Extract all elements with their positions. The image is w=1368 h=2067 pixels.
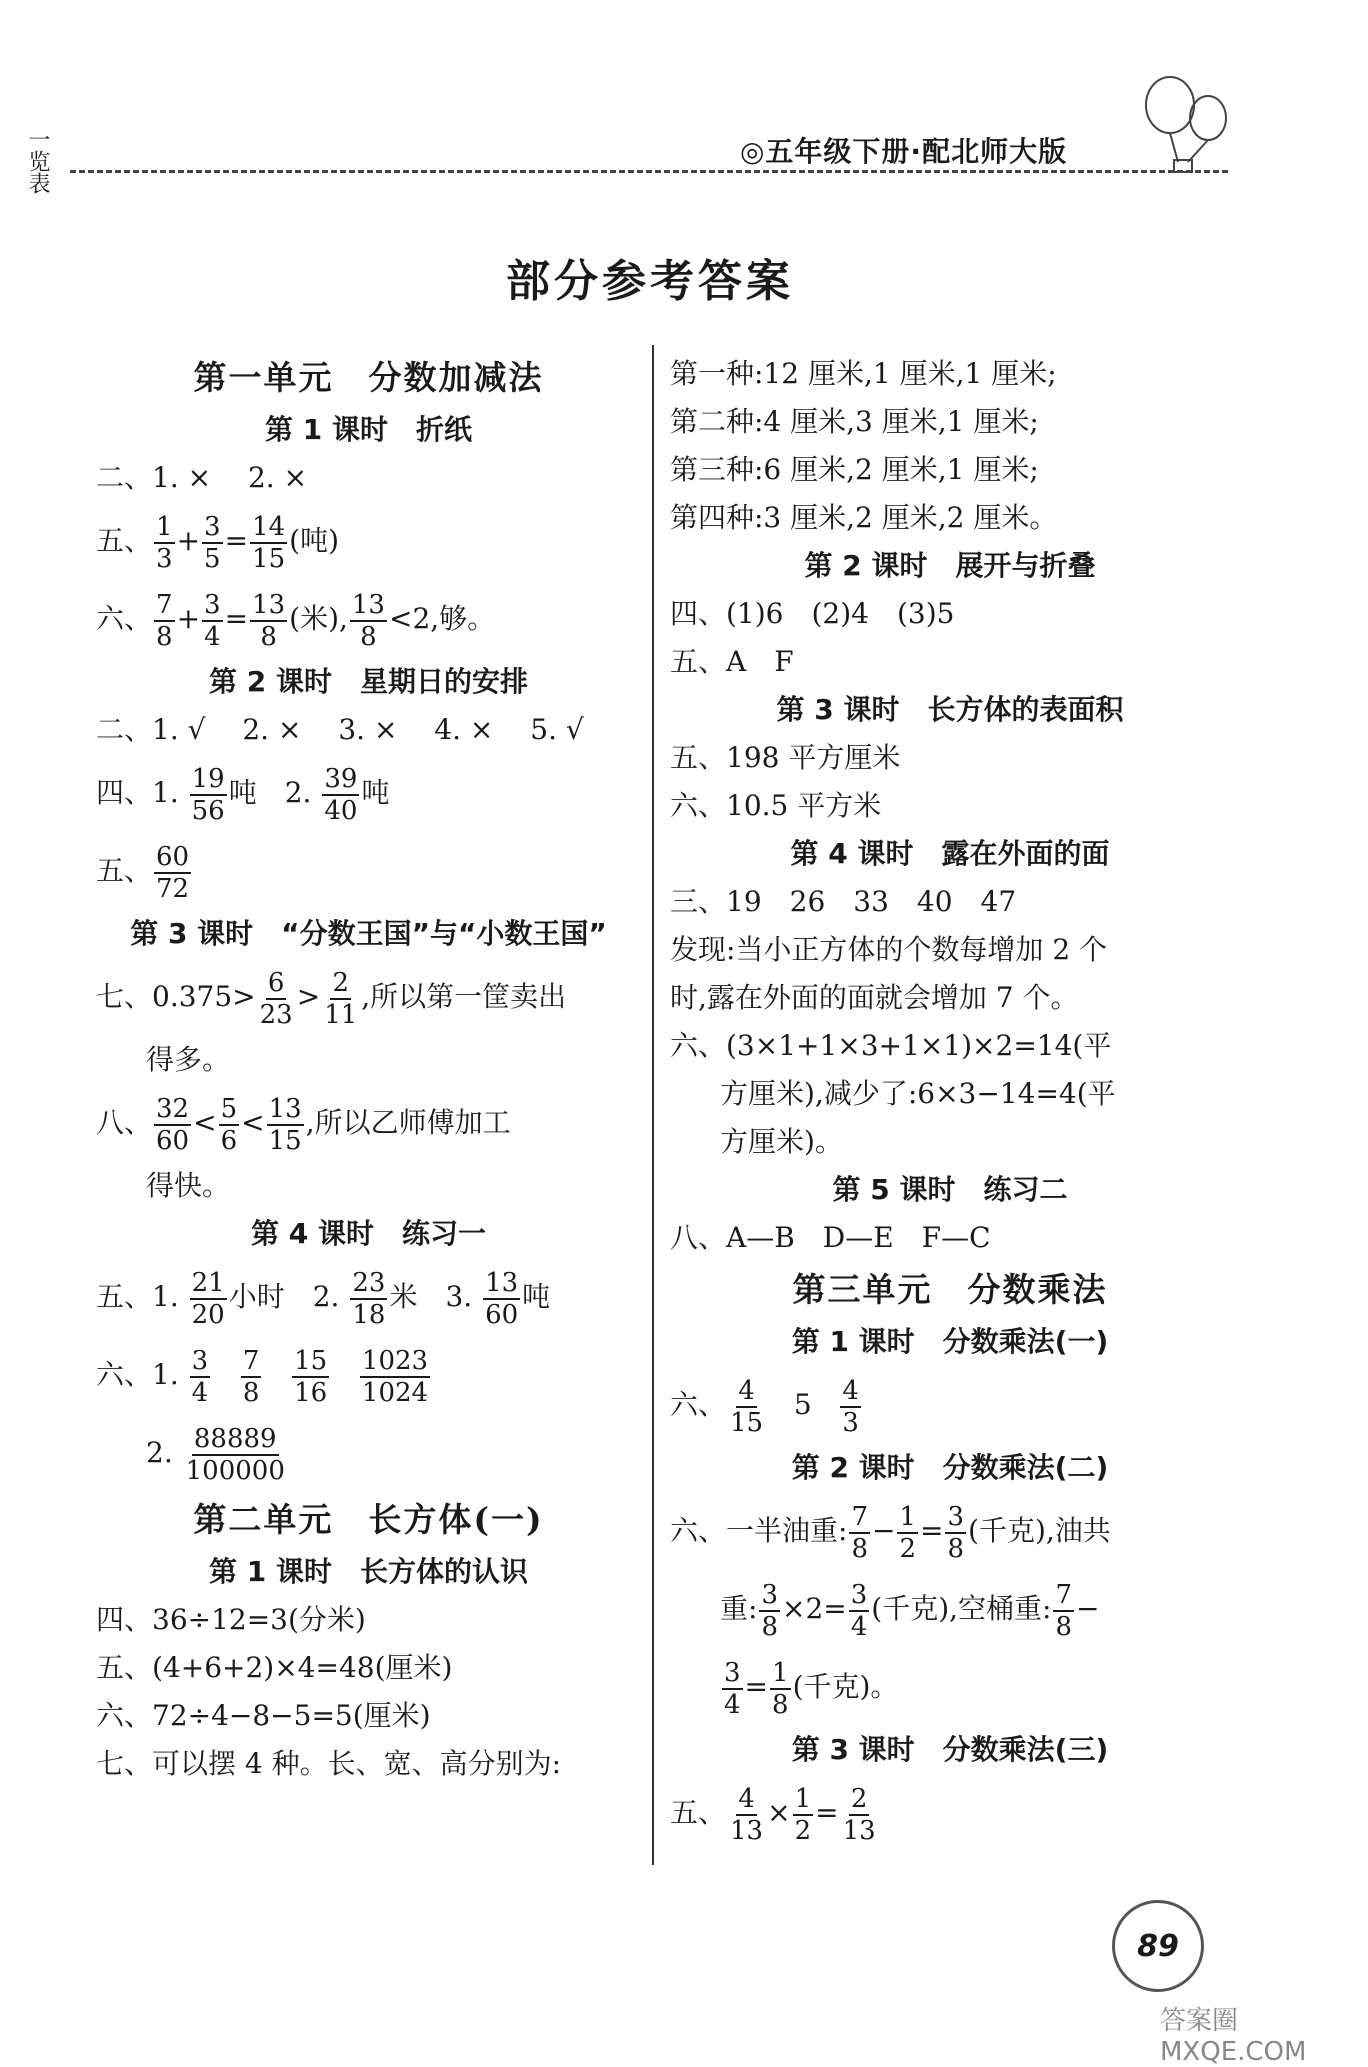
page-title: 部分参考答案 — [506, 256, 794, 307]
lesson-heading: 第 2 课时 星期日的安排 — [209, 665, 528, 698]
answer-line: 第四种:3 厘米,2 厘米,2 厘米。 — [670, 501, 1058, 534]
lesson-heading: 第 2 课时 展开与折叠 — [804, 549, 1096, 582]
answer-line: 四、1. $\frac{19}{56}$ 吨 2. $\frac{39}{40}$ 吨 — [96, 763, 390, 826]
fraction: $\frac{3}{8}$ — [761, 1579, 778, 1642]
fraction: $\frac{2}{13}$ — [842, 1783, 876, 1846]
answer-line: 六、(3×1+1×3+1×1)×2=14(平 — [670, 1029, 1112, 1062]
fraction: $\frac{2}{11}$ — [324, 967, 358, 1030]
unit-heading: 第一单元 分数加减法 — [193, 358, 544, 397]
fraction: $\frac{4}{3}$ — [842, 1375, 859, 1438]
answer-line: 得快。 — [146, 1169, 231, 1202]
fraction: $\frac{1023}{1024}$ — [361, 1345, 429, 1408]
fraction: $\frac{32}{60}$ — [156, 1093, 190, 1156]
left-column — [96, 350, 641, 1788]
lesson-heading: 第 3 课时 “分数王国”与“小数王国” — [130, 917, 607, 950]
answer-line: 五、 $\frac{60}{72}$ — [96, 841, 190, 904]
answer-line: 七、可以摆 4 种。长、宽、高分别为: — [96, 1747, 562, 1780]
answer-line: 四、(1)6 (2)4 (3)5 — [670, 597, 955, 630]
answer-line: 三、19 26 33 40 47 — [670, 885, 1017, 918]
header-side-label: 一览表 — [25, 128, 50, 194]
answer-line: 六、 $\frac{4}{15}$ 5 $\frac{4}{3}$ — [670, 1375, 859, 1438]
header-book-title: ◎五年级下册·配北师大版 — [740, 135, 1068, 168]
fraction: $\frac{3}{4}$ — [204, 589, 221, 652]
answer-line: 六、 $\frac{7}{8}$ + $\frac{3}{4}$ = $\frac{13}{8}$ (米), $\frac{13}{8}$ <2,够。 — [96, 589, 496, 652]
answer-line: 第三种:6 厘米,2 厘米,1 厘米; — [670, 453, 1039, 486]
page-number: 89 — [1112, 1900, 1204, 1992]
fraction: $\frac{1}{2}$ — [794, 1783, 812, 1846]
balloon-icon — [1130, 70, 1240, 180]
fraction: $\frac{7}{8}$ — [851, 1501, 868, 1564]
fraction: $\frac{13}{8}$ — [252, 589, 286, 652]
fraction: $\frac{3}{5}$ — [204, 511, 221, 574]
fraction: $\frac{4}{13}$ — [730, 1783, 764, 1846]
fraction: $\frac{39}{40}$ — [324, 763, 358, 826]
lesson-heading: 第 3 课时 分数乘法(三) — [791, 1733, 1109, 1766]
lesson-heading: 第 3 课时 长方体的表面积 — [776, 693, 1124, 726]
fraction: $\frac{21}{20}$ — [191, 1267, 225, 1330]
fraction: $\frac{6}{23}$ — [259, 967, 293, 1030]
fraction: $\frac{19}{56}$ — [191, 763, 225, 826]
answer-line: 二、1. √ 2. × 3. × 4. × 5. √ — [96, 713, 584, 746]
answer-line: 五、 $\frac{1}{3}$ + $\frac{3}{5}$ = $\frac{14}{15}$ (吨) — [96, 511, 339, 574]
answer-line: 重: $\frac{3}{8}$ ×2= $\frac{3}{4}$ (千克),空桶重: $\frac{7}{8}$ − — [720, 1579, 1100, 1642]
fraction: $\frac{1}{3}$ — [156, 511, 173, 574]
fraction: $\frac{13}{8}$ — [351, 589, 385, 652]
fraction: $\frac{15}{16}$ — [294, 1345, 328, 1408]
fraction: $\frac{13}{15}$ — [268, 1093, 302, 1156]
answer-line: 第二种:4 厘米,3 厘米,1 厘米; — [670, 405, 1039, 438]
lesson-heading: 第 1 课时 折纸 — [265, 413, 472, 446]
fraction: $\frac{7}{8}$ — [156, 589, 173, 652]
lesson-heading: 第 4 课时 露在外面的面 — [790, 837, 1110, 870]
fraction: $\frac{4}{15}$ — [730, 1375, 764, 1438]
fraction: $\frac{88889}{100000}$ — [185, 1423, 285, 1486]
watermark: 答案圈 MXQE.COM — [1160, 2006, 1307, 2067]
fraction: $\frac{14}{15}$ — [252, 511, 286, 574]
answer-line: 六、1. $\frac{3}{4}$ $\frac{7}{8}$ $\frac{15}{16}$ $\frac{1023}{1024}$ — [96, 1345, 429, 1408]
lesson-heading: 第 5 课时 练习二 — [832, 1173, 1068, 1206]
fraction: $\frac{13}{60}$ — [485, 1267, 519, 1330]
column-divider — [652, 345, 654, 1865]
answer-line: 五、 $\frac{4}{13}$ × $\frac{1}{2}$ = $\frac{2}{13}$ — [670, 1783, 876, 1846]
answer-line: 八、A—B D—E F—C — [670, 1221, 991, 1254]
lesson-heading: 第 1 课时 分数乘法(一) — [791, 1325, 1109, 1358]
fraction: $\frac{7}{8}$ — [1055, 1579, 1073, 1642]
answer-line: 得多。 — [146, 1043, 231, 1076]
fraction: $\frac{1}{8}$ — [772, 1657, 789, 1720]
fraction: $\frac{23}{18}$ — [352, 1267, 386, 1330]
answer-line: 五、(4+6+2)×4=48(厘米) — [96, 1651, 453, 1684]
answer-line: 五、198 平方厘米 — [670, 741, 901, 774]
answer-line: 发现:当小正方体的个数每增加 2 个 — [670, 933, 1108, 966]
answer-line: 四、36÷12=3(分米) — [96, 1603, 366, 1636]
answer-line: 方厘米),减少了:6×3−14=4(平 — [720, 1077, 1116, 1110]
fraction: $\frac{7}{8}$ — [242, 1345, 260, 1408]
answer-line: 六、一半油重: $\frac{7}{8}$ − $\frac{1}{2}$ = $\frac{3}{8}$ (千克),油共 — [670, 1501, 1111, 1564]
fraction: $\frac{3}{4}$ — [850, 1579, 868, 1642]
answer-line: 二、1. × 2. × — [96, 461, 308, 494]
unit-heading: 第三单元 分数乘法 — [792, 1270, 1108, 1309]
fraction: $\frac{1}{2}$ — [899, 1501, 916, 1564]
unit-heading: 第二单元 长方体(一) — [193, 1500, 544, 1539]
answer-line: 2. $\frac{88889}{100000}$ — [146, 1423, 285, 1486]
answer-line: 时,露在外面的面就会增加 7 个。 — [670, 981, 1079, 1014]
fraction: $\frac{60}{72}$ — [156, 841, 190, 904]
fraction: $\frac{5}{6}$ — [220, 1093, 238, 1156]
answer-line: 五、1. $\frac{21}{20}$ 小时 2. $\frac{23}{18}$ 米 3. $\frac{13}{60}$ 吨 — [96, 1267, 551, 1330]
answer-line: 六、72÷4−8−5=5(厘米) — [96, 1699, 431, 1732]
answer-line: $\frac{3}{4}$ = $\frac{1}{8}$ (千克)。 — [724, 1657, 899, 1720]
answer-line: 第一种:12 厘米,1 厘米,1 厘米; — [670, 357, 1057, 390]
lesson-heading: 第 1 课时 长方体的认识 — [209, 1555, 528, 1588]
lesson-heading: 第 4 课时 练习一 — [251, 1217, 486, 1250]
answer-line: 方厘米)。 — [720, 1125, 843, 1158]
lesson-heading: 第 2 课时 分数乘法(二) — [791, 1451, 1109, 1484]
answer-line: 八、 $\frac{32}{60}$ < $\frac{5}{6}$ < $\frac{13}{15}$ ,所以乙师傅加工 — [96, 1093, 511, 1156]
right-column — [670, 350, 1230, 1852]
answer-line: 七、0.375> $\frac{6}{23}$ > $\frac{2}{11}$ ,所以第一筐卖出 — [96, 967, 567, 1030]
header-divider — [70, 170, 1230, 173]
answer-line: 五、A F — [670, 645, 794, 678]
fraction: $\frac{3}{8}$ — [947, 1501, 965, 1564]
fraction: $\frac{3}{4}$ — [724, 1657, 741, 1720]
answer-line: 六、10.5 平方米 — [670, 789, 882, 822]
fraction: $\frac{3}{4}$ — [191, 1345, 209, 1408]
